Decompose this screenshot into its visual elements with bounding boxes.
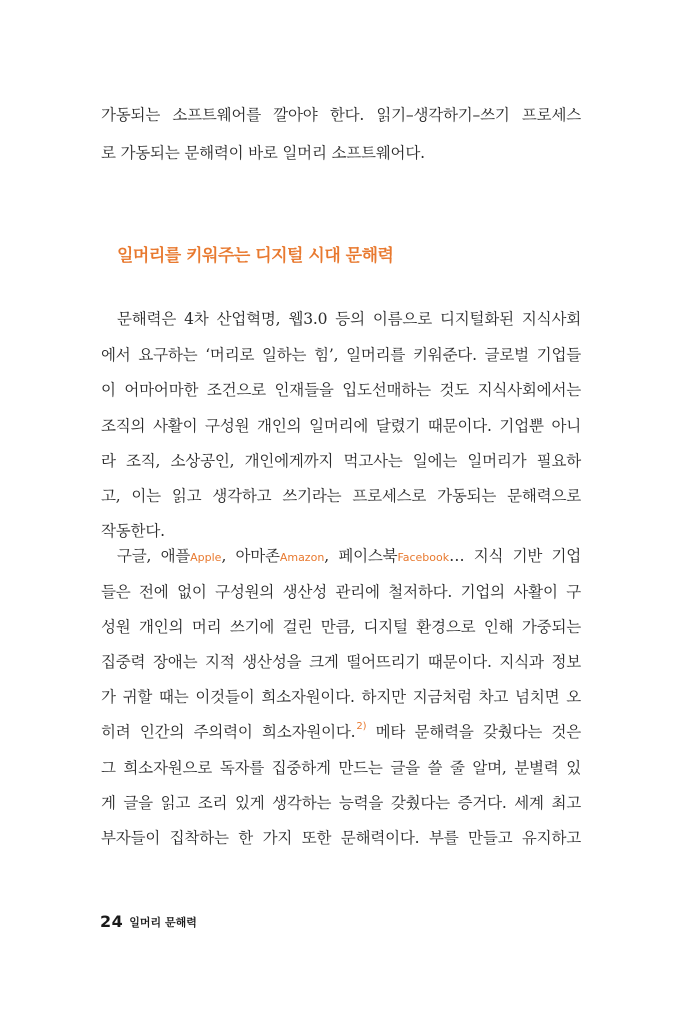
text-line: 가 귀할 때는 이것들이 희소자원이다. 하지만 지금처럼 차고 넘치면 오: [101, 688, 581, 706]
text-segment: , 페이스북: [324, 547, 398, 565]
text-line-with-footnote: [101, 721, 581, 743]
text-line: 그 희소자원으로 독자를 집중하게 만드는 글을 쓸 줄 알며, 분별력 있: [101, 759, 581, 777]
text-line: 집중력 장애는 지적 생산성을 크게 떨어뜨리기 때문이다. 지식과 정보: [101, 653, 581, 671]
page-footer: [100, 912, 197, 931]
text-segment: 히려 인간의 주의력이 희소자원이다.: [101, 723, 356, 741]
latin-annotation-apple: Apple: [190, 551, 222, 564]
text-line: 에서 요구하는 ‘머리로 일하는 힘’, 일머리를 키워준다. 글로벌 기업들: [101, 346, 581, 364]
text-line: 가동되는 소프트웨어를 깔아야 한다. 읽기–생각하기–쓰기 프로세스: [101, 106, 581, 124]
text-line: 고, 이는 읽고 생각하고 쓰기라는 프로세스로 가동되는 문해력으로: [101, 487, 581, 505]
text-line: 라 조직, 소상공인, 개인에게까지 먹고사는 일에는 일머리가 필요하: [101, 452, 581, 470]
running-title: 일머리 문해력: [129, 916, 197, 929]
footnote-reference[interactable]: 2): [356, 721, 367, 732]
text-segment: 구글, 애플: [117, 547, 191, 565]
text-segment: … 지식 기반 기업: [449, 547, 582, 565]
text-line: 부자들이 집착하는 한 가지 또한 문해력이다. 부를 만들고 유지하고: [101, 829, 581, 847]
page-number: 24: [100, 912, 124, 931]
text-line: 작동한다.: [101, 522, 165, 540]
text-line: 문해력은 4차 산업혁명, 웹3.0 등의 이름으로 디지털화된 지식사회: [117, 310, 581, 328]
latin-annotation-amazon: Amazon: [279, 551, 325, 564]
text-line: 이 어마어마한 조건으로 인재들을 입도선매하는 것도 지식사회에서는: [101, 381, 581, 399]
text-line: 성원 개인의 머리 쓰기에 걸린 만큼, 디지털 환경으로 인해 가중되는: [101, 618, 581, 636]
text-line: 조직의 사활이 구성원 개인의 일머리에 달렸기 때문이다. 기업뿐 아니: [101, 417, 581, 435]
text-line: 들은 전에 없이 구성원의 생산성 관리에 철저하다. 기업의 사활이 구: [101, 583, 581, 601]
text-line: 로 가동되는 문해력이 바로 일머리 소프트웨어다.: [101, 144, 425, 162]
text-segment: 메타 문해력을 갖췄다는 것은: [366, 723, 581, 741]
section-heading: 일머리를 키워주는 디지털 시대 문해력: [117, 246, 394, 266]
text-line-with-latin: [101, 545, 581, 567]
latin-annotation-facebook: Facebook: [397, 551, 450, 564]
text-line: 게 글을 읽고 조리 있게 생각하는 능력을 갖췄다는 증거다. 세계 최고: [101, 794, 581, 812]
text-segment: , 아마존: [221, 547, 280, 565]
